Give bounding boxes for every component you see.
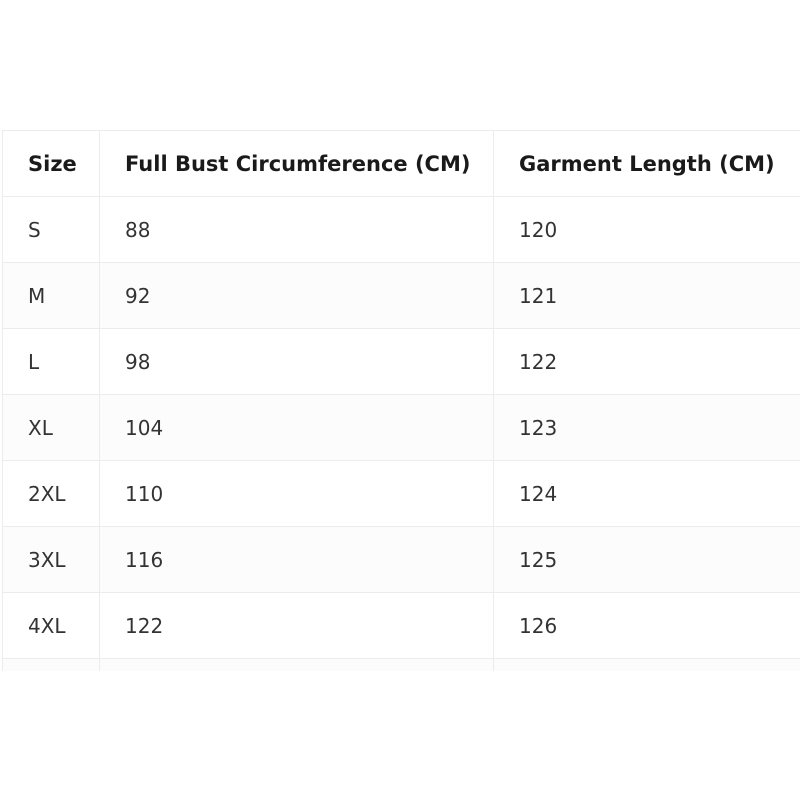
cell-length: 124: [494, 461, 800, 527]
cell-empty: [3, 659, 100, 672]
table-row-partial: [3, 659, 800, 672]
cell-size: 4XL: [3, 593, 100, 659]
cell-size: 2XL: [3, 461, 100, 527]
cell-bust: 116: [100, 527, 494, 593]
cell-size: 3XL: [3, 527, 100, 593]
cell-bust: 122: [100, 593, 494, 659]
cell-length: 126: [494, 593, 800, 659]
table-body: [3, 197, 800, 672]
table-row: [3, 197, 800, 263]
cell-empty: [494, 659, 800, 672]
table-row: [3, 527, 800, 593]
cell-length: 121: [494, 263, 800, 329]
header-row: [3, 131, 800, 197]
cell-bust: 110: [100, 461, 494, 527]
cell-size: M: [3, 263, 100, 329]
header-size: Size: [3, 131, 100, 197]
cell-size: XL: [3, 395, 100, 461]
table-header: [3, 131, 800, 197]
table-row: [3, 593, 800, 659]
cell-bust: 98: [100, 329, 494, 395]
cell-bust: 88: [100, 197, 494, 263]
table-row: [3, 263, 800, 329]
cell-length: 122: [494, 329, 800, 395]
cell-size: S: [3, 197, 100, 263]
cell-empty: [100, 659, 494, 672]
header-garment-length: Garment Length (CM): [494, 131, 800, 197]
table-row: [3, 461, 800, 527]
cell-length: 120: [494, 197, 800, 263]
header-full-bust: Full Bust Circumference (CM): [100, 131, 494, 197]
table-row: [3, 329, 800, 395]
cell-length: 123: [494, 395, 800, 461]
cell-size: L: [3, 329, 100, 395]
table-row: [3, 395, 800, 461]
cell-length: 125: [494, 527, 800, 593]
size-chart-table-container: [2, 130, 800, 671]
cell-bust: 92: [100, 263, 494, 329]
size-chart-table: [2, 130, 800, 671]
cell-bust: 104: [100, 395, 494, 461]
